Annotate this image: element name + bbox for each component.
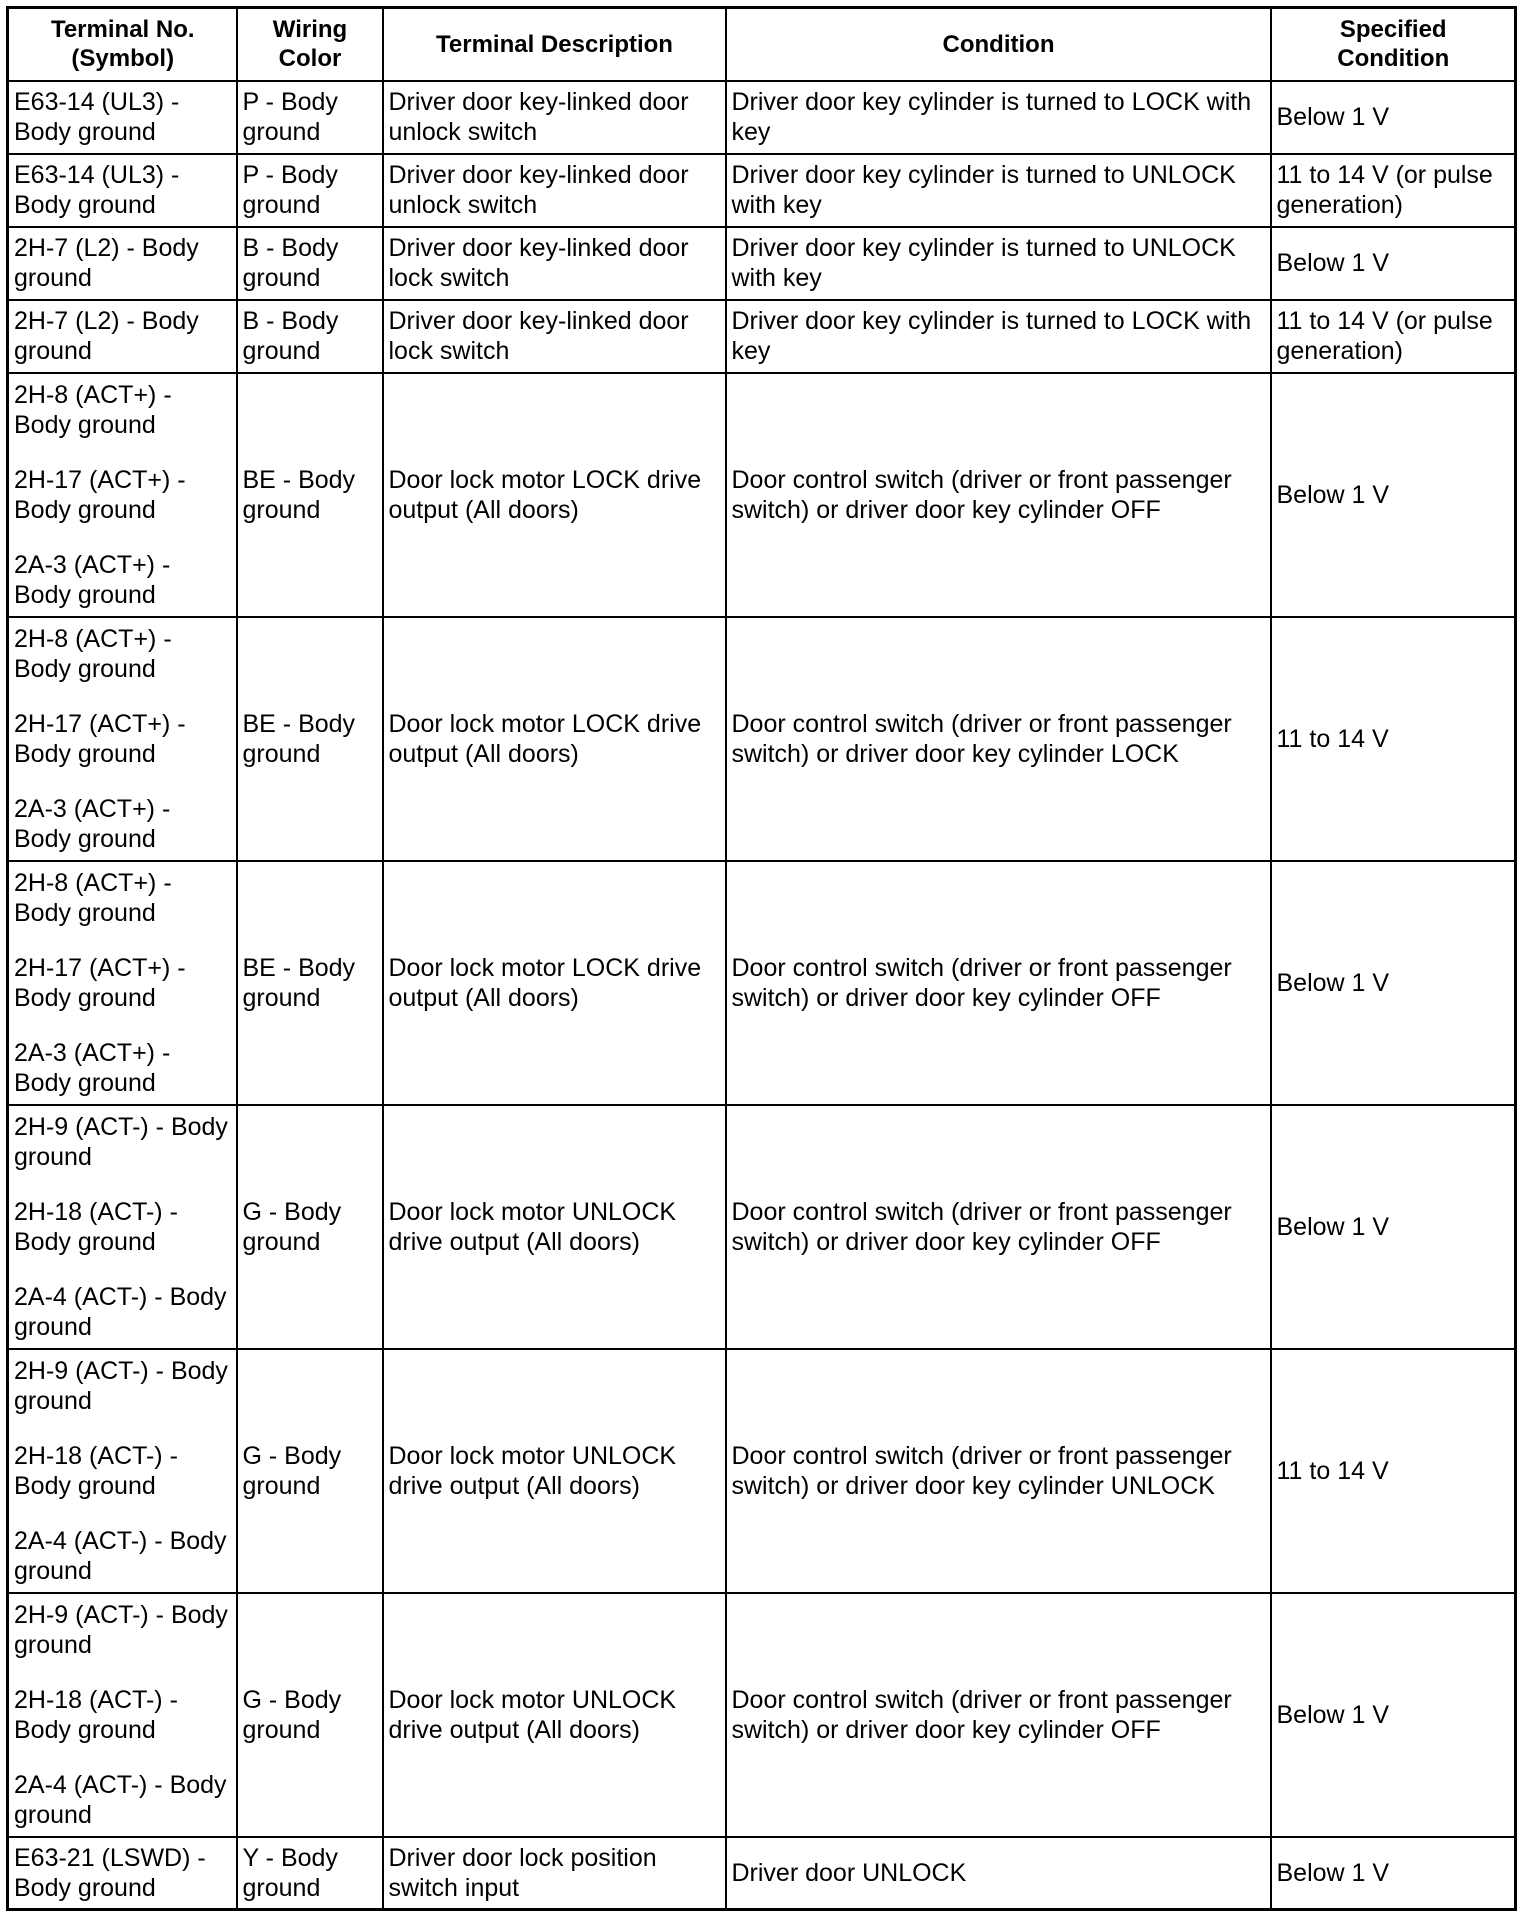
wiring-line: ground xyxy=(242,337,321,365)
specified-condition-cell xyxy=(1271,373,1516,617)
condition-cell xyxy=(726,861,1271,1105)
wiring-line: ground xyxy=(242,191,321,219)
wiring-color-cell xyxy=(237,81,383,154)
terminal-line: Body ground xyxy=(14,1068,156,1097)
wiring-color-cell xyxy=(237,1105,383,1349)
wiring-color-cell xyxy=(237,373,383,617)
specified-condition-cell xyxy=(1271,1837,1516,1910)
specified-line: Below 1 V xyxy=(1276,1858,1390,1887)
terminal-line: ground xyxy=(14,337,92,365)
condition-line: Driver door key cylinder is turned to UNLOCK xyxy=(731,161,1236,189)
description-line: Door lock motor LOCK drive xyxy=(388,953,702,982)
wiring-line: ground xyxy=(242,264,321,292)
condition-line: with key xyxy=(731,264,822,292)
wiring-color-cell xyxy=(237,861,383,1105)
condition-line: switch) or driver door key cylinder LOCK xyxy=(731,739,1179,768)
specified-condition-cell xyxy=(1271,1349,1516,1593)
terminal-line: 2A-4 (ACT-) - Body xyxy=(14,1282,227,1311)
table-row xyxy=(8,1105,1516,1349)
terminal-line: 2H-17 (ACT+) - xyxy=(14,709,186,738)
description-line: Driver door key-linked door xyxy=(388,234,689,262)
description-line: Driver door key-linked door xyxy=(388,161,689,189)
terminal-line: Body ground xyxy=(14,1227,156,1256)
terminal-gap xyxy=(14,769,232,794)
table-row xyxy=(8,617,1516,861)
wiring-line: G - Body xyxy=(242,1441,342,1470)
terminal-line: 2H-18 (ACT-) - xyxy=(14,1441,178,1470)
specified-condition-cell xyxy=(1271,227,1516,300)
description-cell xyxy=(383,227,726,300)
wiring-color-cell xyxy=(237,227,383,300)
table-row xyxy=(8,1837,1516,1910)
terminal-gap xyxy=(14,1257,232,1282)
wiring-line: ground xyxy=(242,495,321,524)
description-line: unlock switch xyxy=(388,191,538,219)
wiring-line: BE - Body xyxy=(242,709,356,738)
header-row xyxy=(8,8,1516,81)
wiring-line: BE - Body xyxy=(242,953,356,982)
terminal-cell xyxy=(8,227,237,300)
specified-condition-cell xyxy=(1271,300,1516,373)
condition-cell xyxy=(726,154,1271,227)
terminal-gap xyxy=(14,440,232,465)
specified-condition-cell xyxy=(1271,1105,1516,1349)
description-line: drive output (All doors) xyxy=(388,1715,641,1744)
condition-line: Driver door key cylinder is turned to LOCK with xyxy=(731,307,1252,335)
specified-line: Below 1 V xyxy=(1276,1700,1390,1729)
terminal-line: 2H-17 (ACT+) - xyxy=(14,953,186,982)
terminal-line: 2H-9 (ACT-) - Body xyxy=(14,1112,228,1141)
terminal-spec-table xyxy=(6,6,1517,1911)
description-line: Door lock motor LOCK drive xyxy=(388,465,702,494)
terminal-gap xyxy=(14,684,232,709)
wiring-color-cell xyxy=(237,617,383,861)
header-specified-line: Specified xyxy=(1339,16,1447,44)
description-line: Door lock motor LOCK drive xyxy=(388,709,702,738)
condition-cell xyxy=(726,1837,1271,1910)
terminal-cell xyxy=(8,373,237,617)
terminal-line: 2A-3 (ACT+) - xyxy=(14,550,171,579)
specified-line: Below 1 V xyxy=(1276,480,1390,509)
condition-line: Door control switch (driver or front passenger xyxy=(731,1685,1232,1714)
terminal-line: Body ground xyxy=(14,410,156,439)
terminal-line: 2H-8 (ACT+) - xyxy=(14,380,172,409)
header-terminal xyxy=(8,8,237,81)
description-line: lock switch xyxy=(388,337,510,365)
terminal-line: 2A-4 (ACT-) - Body xyxy=(14,1770,227,1799)
condition-line: Door control switch (driver or front passenger xyxy=(731,1441,1232,1470)
wiring-color-cell xyxy=(237,1349,383,1593)
table-row xyxy=(8,300,1516,373)
terminal-line: E63-14 (UL3) - xyxy=(14,161,180,189)
condition-line: with key xyxy=(731,191,822,219)
terminal-line: 2H-18 (ACT-) - xyxy=(14,1685,178,1714)
terminal-line: Body ground xyxy=(14,739,156,768)
specified-line: generation) xyxy=(1276,191,1403,219)
description-line: drive output (All doors) xyxy=(388,1227,641,1256)
terminal-gap xyxy=(14,1660,232,1685)
terminal-line: 2H-8 (ACT+) - xyxy=(14,624,172,653)
terminal-gap xyxy=(14,1416,232,1441)
terminal-gap xyxy=(14,1745,232,1770)
condition-cell xyxy=(726,1349,1271,1593)
wiring-line: ground xyxy=(242,118,321,146)
description-line: lock switch xyxy=(388,264,510,292)
terminal-cell xyxy=(8,861,237,1105)
condition-line: switch) or driver door key cylinder OFF xyxy=(731,495,1161,524)
description-line: drive output (All doors) xyxy=(388,1471,641,1500)
wiring-color-cell xyxy=(237,154,383,227)
table-row xyxy=(8,81,1516,154)
specified-line: Below 1 V xyxy=(1276,968,1390,997)
header-terminal-line: Terminal No. xyxy=(50,16,195,44)
terminal-line: ground xyxy=(14,1630,92,1659)
terminal-cell xyxy=(8,81,237,154)
header-description: Terminal Description xyxy=(383,8,726,81)
wiring-line: G - Body xyxy=(242,1197,342,1226)
condition-line: key xyxy=(731,337,771,365)
wiring-line: ground xyxy=(242,1471,321,1500)
specified-line: 11 to 14 V xyxy=(1276,1456,1389,1485)
terminal-gap xyxy=(14,1501,232,1526)
description-line: output (All doors) xyxy=(388,495,579,524)
wiring-line: G - Body xyxy=(242,1685,342,1714)
description-line: output (All doors) xyxy=(388,983,579,1012)
specified-line: generation) xyxy=(1276,337,1403,365)
description-line: Door lock motor UNLOCK xyxy=(388,1685,677,1714)
terminal-line: Body ground xyxy=(14,580,156,609)
wiring-line: ground xyxy=(242,1227,321,1256)
header-specified-line: Condition xyxy=(1337,45,1450,73)
terminal-line: Body ground xyxy=(14,1715,156,1744)
header-wiring-color xyxy=(237,8,383,81)
condition-cell xyxy=(726,1593,1271,1837)
specified-line: Below 1 V xyxy=(1276,1212,1390,1241)
table-row xyxy=(8,861,1516,1105)
terminal-line: ground xyxy=(14,1312,92,1341)
wiring-line: B - Body xyxy=(242,307,339,335)
description-cell xyxy=(383,1105,726,1349)
terminal-line: ground xyxy=(14,1556,92,1585)
terminal-cell xyxy=(8,617,237,861)
description-cell xyxy=(383,154,726,227)
description-cell xyxy=(383,373,726,617)
terminal-line: 2A-3 (ACT+) - xyxy=(14,1038,171,1067)
condition-line: switch) or driver door key cylinder UNLOCK xyxy=(731,1471,1215,1500)
description-line: Driver door key-linked door xyxy=(388,88,689,116)
specified-line: 11 to 14 V (or pulse xyxy=(1276,307,1493,335)
wiring-color-cell xyxy=(237,1837,383,1910)
header-condition: Condition xyxy=(726,8,1271,81)
terminal-line: 2H-9 (ACT-) - Body xyxy=(14,1600,228,1629)
specified-line: Below 1 V xyxy=(1276,249,1390,277)
condition-line: Door control switch (driver or front passenger xyxy=(731,465,1232,494)
terminal-cell xyxy=(8,1349,237,1593)
wiring-line: ground xyxy=(242,1715,321,1744)
terminal-gap xyxy=(14,928,232,953)
terminal-line: ground xyxy=(14,264,92,292)
terminal-line: 2A-4 (ACT-) - Body xyxy=(14,1526,227,1555)
header-wiring-line: Wiring xyxy=(272,16,348,44)
terminal-line: 2H-9 (ACT-) - Body xyxy=(14,1356,228,1385)
terminal-line: Body ground xyxy=(14,1873,156,1902)
wiring-line: P - Body xyxy=(242,88,338,116)
specified-condition-cell xyxy=(1271,81,1516,154)
condition-cell xyxy=(726,227,1271,300)
condition-line: Driver door UNLOCK xyxy=(731,1858,967,1887)
header-specified-condition xyxy=(1271,8,1516,81)
condition-line: key xyxy=(731,118,771,146)
specified-line: Below 1 V xyxy=(1276,103,1390,131)
description-line: Driver door key-linked door xyxy=(388,307,689,335)
specified-condition-cell xyxy=(1271,1593,1516,1837)
description-cell xyxy=(383,81,726,154)
condition-line: switch) or driver door key cylinder OFF xyxy=(731,1715,1161,1744)
wiring-line: ground xyxy=(242,983,321,1012)
condition-cell xyxy=(726,81,1271,154)
description-line: Door lock motor UNLOCK xyxy=(388,1441,677,1470)
condition-line: switch) or driver door key cylinder OFF xyxy=(731,983,1161,1012)
condition-line: Door control switch (driver or front passenger xyxy=(731,953,1232,982)
description-cell xyxy=(383,617,726,861)
wiring-line: B - Body xyxy=(242,234,339,262)
description-line: switch input xyxy=(388,1873,520,1902)
description-cell xyxy=(383,300,726,373)
terminal-cell xyxy=(8,1837,237,1910)
specified-line: 11 to 14 V xyxy=(1276,724,1389,753)
terminal-line: ground xyxy=(14,1800,92,1829)
terminal-line: Body ground xyxy=(14,191,156,219)
specified-condition-cell xyxy=(1271,617,1516,861)
terminal-line: ground xyxy=(14,1386,92,1415)
description-line: Door lock motor UNLOCK xyxy=(388,1197,677,1226)
description-line: Driver door lock position xyxy=(388,1843,657,1872)
terminal-gap xyxy=(14,1013,232,1038)
terminal-cell xyxy=(8,1593,237,1837)
terminal-line: 2H-7 (L2) - Body xyxy=(14,234,199,262)
specified-line: 11 to 14 V (or pulse xyxy=(1276,161,1493,189)
condition-line: Driver door key cylinder is turned to UNLOCK xyxy=(731,234,1236,262)
terminal-gap xyxy=(14,525,232,550)
terminal-line: 2A-3 (ACT+) - xyxy=(14,794,171,823)
condition-cell xyxy=(726,617,1271,861)
spec-page xyxy=(6,6,1514,1902)
terminal-line: Body ground xyxy=(14,824,156,853)
table-row xyxy=(8,227,1516,300)
terminal-line: 2H-7 (L2) - Body xyxy=(14,307,199,335)
wiring-line: P - Body xyxy=(242,161,338,189)
wiring-line: ground xyxy=(242,739,321,768)
description-line: unlock switch xyxy=(388,118,538,146)
condition-line: Door control switch (driver or front passenger xyxy=(731,1197,1232,1226)
wiring-color-cell xyxy=(237,1593,383,1837)
table-body xyxy=(8,81,1516,1910)
description-cell xyxy=(383,1837,726,1910)
terminal-cell xyxy=(8,1105,237,1349)
terminal-line: Body ground xyxy=(14,654,156,683)
terminal-line: Body ground xyxy=(14,495,156,524)
specified-condition-cell xyxy=(1271,861,1516,1105)
specified-condition-cell xyxy=(1271,154,1516,227)
wiring-line: ground xyxy=(242,1873,321,1902)
terminal-gap xyxy=(14,1172,232,1197)
header-wiring-line: Color xyxy=(278,45,342,73)
condition-line: Driver door key cylinder is turned to LOCK with xyxy=(731,88,1252,116)
terminal-line: ground xyxy=(14,1142,92,1171)
condition-cell xyxy=(726,300,1271,373)
table-row xyxy=(8,1593,1516,1837)
description-cell xyxy=(383,1349,726,1593)
terminal-line: E63-21 (LSWD) - xyxy=(14,1843,206,1872)
terminal-line: 2H-18 (ACT-) - xyxy=(14,1197,178,1226)
description-cell xyxy=(383,861,726,1105)
wiring-line: Y - Body xyxy=(242,1843,338,1872)
terminal-cell xyxy=(8,300,237,373)
terminal-cell xyxy=(8,154,237,227)
wiring-line: BE - Body xyxy=(242,465,356,494)
condition-line: switch) or driver door key cylinder OFF xyxy=(731,1227,1161,1256)
terminal-line: Body ground xyxy=(14,898,156,927)
description-cell xyxy=(383,1593,726,1837)
terminal-line: Body ground xyxy=(14,983,156,1012)
terminal-line: 2H-8 (ACT+) - xyxy=(14,868,172,897)
table-row xyxy=(8,154,1516,227)
condition-cell xyxy=(726,373,1271,617)
terminal-line: E63-14 (UL3) - xyxy=(14,88,180,116)
terminal-line: Body ground xyxy=(14,118,156,146)
terminal-line: Body ground xyxy=(14,1471,156,1500)
description-line: output (All doors) xyxy=(388,739,579,768)
terminal-line: 2H-17 (ACT+) - xyxy=(14,465,186,494)
condition-line: Door control switch (driver or front passenger xyxy=(731,709,1232,738)
wiring-color-cell xyxy=(237,300,383,373)
table-row xyxy=(8,1349,1516,1593)
header-terminal-line: (Symbol) xyxy=(71,45,175,73)
table-row xyxy=(8,373,1516,617)
condition-cell xyxy=(726,1105,1271,1349)
